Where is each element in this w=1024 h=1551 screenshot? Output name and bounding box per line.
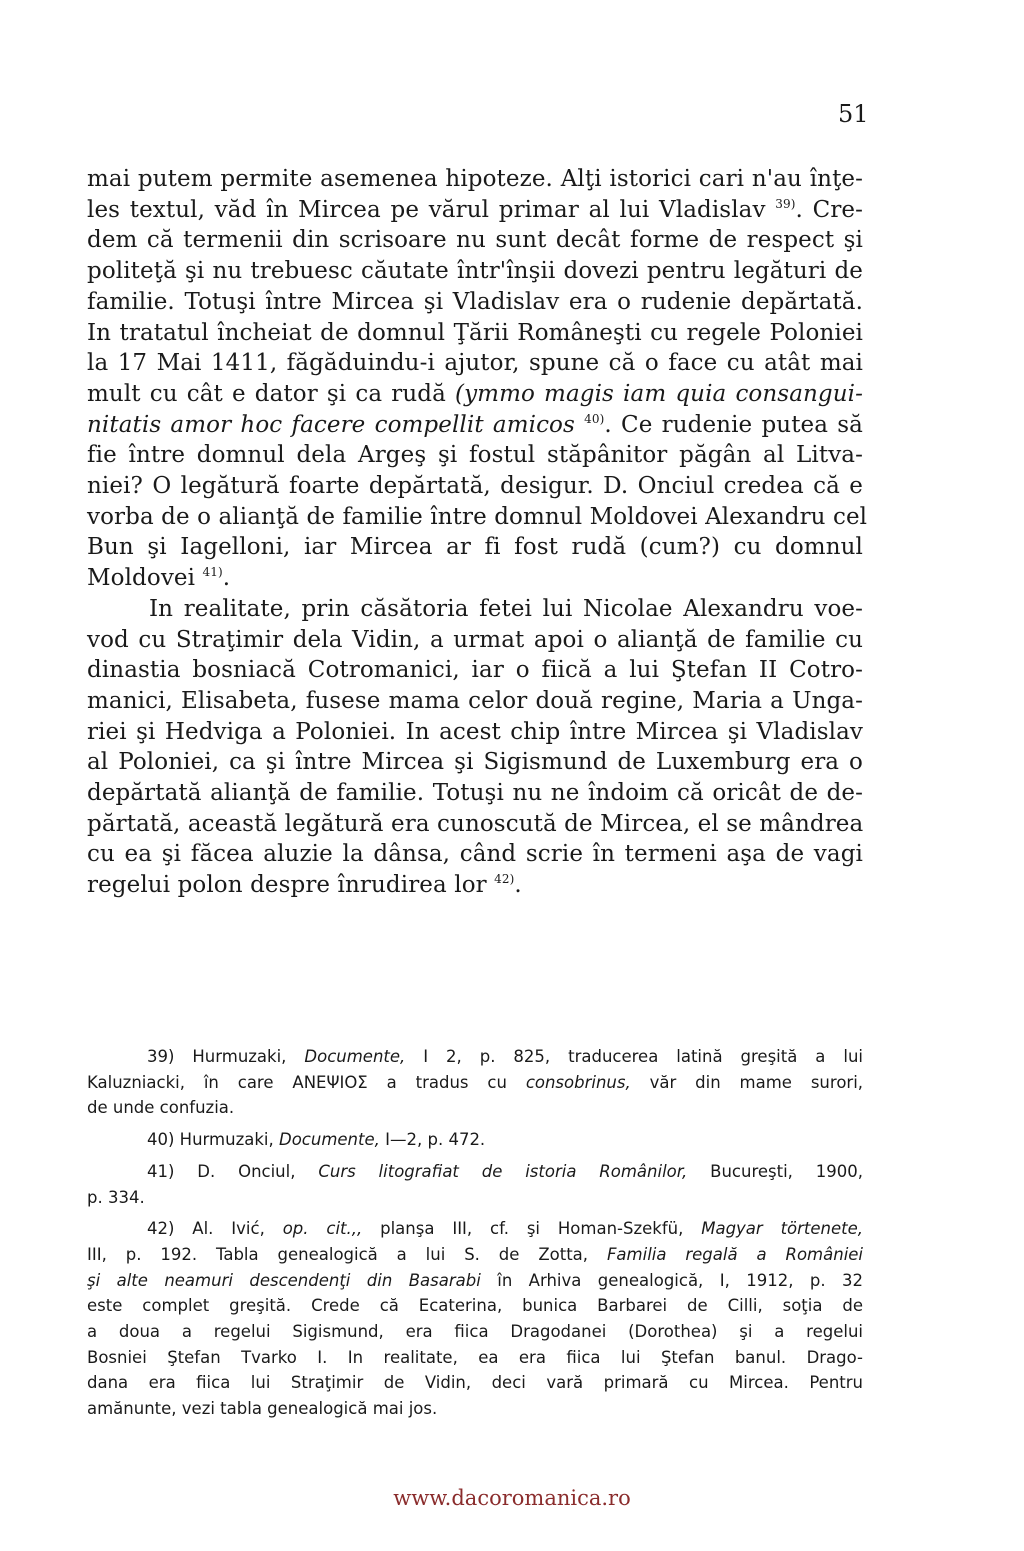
text-line — [87, 870, 863, 901]
latin-quote: (ymmo magis iam quia consangui- — [455, 380, 863, 407]
text-line: la 17 Mai 1411, făgăduindu-i ajutor, spune că o face cu atât mai — [87, 350, 863, 377]
text-line — [87, 195, 863, 226]
text-line: familie. Totuşi între Mircea şi Vladislav era o rudenie depărtată. — [87, 288, 863, 315]
footnote-line — [87, 1159, 863, 1185]
text-span: 41) D. Onciul, — [147, 1161, 296, 1181]
text-line: In tratatul încheiat de domnul Ţării Româneşti cu regele Poloniei — [87, 319, 863, 346]
latin-quote: nitatis amor hoc facere compellit amicos — [87, 411, 575, 438]
footnote-line: este complet greşită. Crede că Ecaterina, bunica Barbarei de Cilli, soţia de — [87, 1296, 863, 1316]
body-text — [87, 164, 868, 901]
source-url[interactable]: www.dacoromanica.ro — [393, 1486, 631, 1510]
text-span: Moldovei — [87, 565, 196, 592]
text-span: 42) Al. Ivić, — [147, 1219, 265, 1239]
text-span: I—2, p. 472. — [385, 1130, 486, 1150]
text-span: a tradus cu — [386, 1072, 507, 1092]
text-span: . Cre- — [795, 196, 863, 223]
footnote-ref-41[interactable]: 41) — [202, 565, 223, 580]
text-line: dem că termenii din scrisoare nu sunt decât forme de respect şi — [87, 227, 863, 254]
text-line — [87, 379, 863, 410]
text-line: niei? O legătură foarte depărtată, desigur. D. Onciul credea că e — [87, 473, 863, 500]
footnote-ref-42[interactable]: 42) — [494, 872, 515, 887]
footnote-40 — [87, 1127, 863, 1153]
text-span: III, p. 192. Tabla genealogică a lui S. de Zotta, — [87, 1244, 589, 1264]
footnote-line: dana era fiica lui Straţimir de Vidin, deci vară primară cu Mircea. Pentru — [87, 1373, 863, 1393]
text-span: Documente, — [304, 1047, 406, 1066]
footnote-line — [87, 1216, 863, 1242]
footnote-ref-40[interactable]: 40) — [584, 411, 605, 426]
text-span: consobrinus, — [525, 1072, 631, 1092]
text-line: manici, Elisabeta, fusese mama celor două regine, Maria a Unga- — [87, 687, 863, 714]
text-span: Kaluzniacki, în care — [87, 1072, 274, 1092]
greek-word: ΑΝΕΨΙΟΣ — [292, 1072, 368, 1092]
text-span: . — [222, 565, 231, 592]
text-line: Bun şi Iagelloni, iar Mircea ar fi fost rudă (cum?) cu domnul — [87, 534, 863, 561]
page-number: 51 — [838, 100, 869, 128]
text-span: Magyar törtenete, — [701, 1219, 864, 1239]
footnote-line — [87, 1268, 863, 1294]
text-line: In realitate, prin căsătoria fetei lui Nicolae Alexandru voe- — [149, 595, 863, 622]
footnote-line: a doua a regelui Sigismund, era fiica Dragodanei (Dorothea) şi a regelui — [87, 1322, 863, 1342]
footnote-39 — [87, 1044, 863, 1121]
text-span: les textul, văd în Mircea pe vărul primar al lui Vladislav — [87, 196, 766, 223]
text-line: politeţă şi nu trebuesc căutate într'înşii dovezi pentru legături de — [87, 258, 863, 285]
text-span: în Arhiva genealogică, I, 1912, p. 32 — [497, 1270, 864, 1290]
text-line: mai putem permite asemenea hipoteze. Alţi istorici cari n'au înţe- — [87, 166, 863, 192]
text-line: al Poloniei, ca şi între Mircea şi Sigismund de Luxemburg era o — [87, 749, 863, 776]
footnote-line — [87, 1127, 863, 1153]
text-span: 40) Hurmuzaki, — [147, 1130, 274, 1150]
text-line: riei şi Hedviga a Poloniei. In acest chip între Mircea şi Vladislav — [87, 718, 863, 745]
text-span: . Ce rudenie putea să — [604, 411, 863, 438]
text-span: Familia regală a României — [606, 1244, 864, 1264]
text-line: vorba de o alianţă de familie între domnul Moldovei Alexandru cel — [87, 503, 868, 530]
text-span: planşa III, cf. şi Homan-Szekfü, — [380, 1219, 684, 1239]
text-line: părtată, această legătură era cunoscută de Mircea, el se mândrea — [87, 810, 864, 837]
text-span: şi alte neamuri descendenţi din Basarabi — [87, 1270, 481, 1290]
text-span: . — [514, 872, 522, 899]
text-span: op. cit.,, — [282, 1219, 363, 1239]
text-line — [87, 563, 863, 594]
paragraph-2 — [87, 594, 863, 901]
text-span: mult cu cât e dator şi ca rudă — [87, 380, 446, 407]
footnote-line — [87, 1070, 863, 1096]
footnote-ref-39[interactable]: 39) — [775, 196, 796, 211]
paragraph-1 — [87, 164, 868, 594]
text-span: Curs litografiat de istoria Românilor, — [318, 1161, 688, 1181]
text-span: Bucureşti, 1900, — [710, 1161, 864, 1181]
text-line: cu ea şi făcea aluzie la dânsa, când scrie în termeni aşa de vagi — [87, 841, 863, 868]
text-line: dinastia bosniacă Cotromanici, iar o fiică a lui Ştefan II Cotro- — [87, 657, 863, 684]
footnote-line: Bosniei Ştefan Tvarko I. In realitate, ea era fiica lui Ştefan banul. Drago- — [87, 1347, 863, 1367]
text-span: I 2, p. 825, traducerea latină greşită a lui — [423, 1047, 863, 1066]
footnote-42 — [87, 1216, 863, 1422]
text-span: 39) Hurmuzaki, — [147, 1047, 287, 1066]
text-line — [87, 410, 863, 441]
footnote-line — [87, 1044, 863, 1070]
text-line: fie între domnul dela Argeş şi fostul stăpânitor păgân al Litva- — [87, 442, 863, 469]
footnote-41 — [87, 1159, 863, 1210]
text-span: Documente, — [278, 1130, 380, 1150]
text-span: văr din mame surori, — [649, 1072, 864, 1092]
footnote-line: de unde confuzia. — [87, 1098, 235, 1118]
text-span: regelui polon despre înrudirea lor — [87, 872, 487, 899]
text-line: depărtată alianţă de familie. Totuşi nu ne îndoim că oricât de de- — [87, 780, 863, 807]
footnotes — [87, 1044, 863, 1422]
footnote-line: amănunte, vezi tabla genealogică mai jos. — [87, 1399, 438, 1419]
text-line: vod cu Straţimir dela Vidin, a urmat apoi o alianţă de familie cu — [87, 626, 863, 653]
footnote-line: p. 334. — [87, 1187, 145, 1207]
footnote-line — [87, 1242, 863, 1268]
